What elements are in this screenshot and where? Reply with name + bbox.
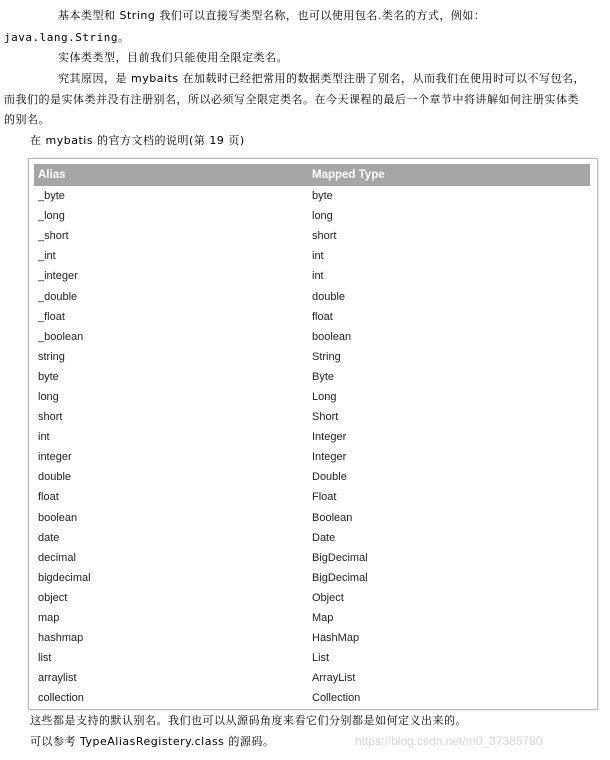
mapped-type-cell: List [312,652,330,665]
alias-cell: bigdecimal [38,571,91,584]
alias-cell: double [38,471,72,484]
alias-cell: collection [38,692,84,705]
mapped-type-cell: Byte [312,370,335,383]
table-row [34,528,590,548]
alias-cell: float [38,491,59,504]
footer-line-2: 可以参考 TypeAliasRegistery.class 的源码。 [30,735,275,748]
mapped-type-cell: byte [312,190,333,203]
mapped-type-cell: HashMap [312,632,360,645]
table-row [34,186,590,206]
table-row [34,447,590,467]
alias-cell: date [38,531,60,544]
mapped-type-cell: int [312,270,324,283]
alias-cell: arraylist [38,672,77,685]
watermark: https://blog.csdn.net/m0_37385780 [355,734,543,748]
table-row [34,548,590,568]
alias-cell: integer [38,451,72,464]
footer-line-1: 这些都是支持的默认别名。我们也可以从源码角度来看它们分别都是如何定义出来的。 [30,714,467,727]
alias-cell: int [38,431,50,444]
table-row [34,226,590,246]
table-row [34,508,590,528]
alias-cell: list [38,652,52,665]
table-row [34,286,590,306]
paragraph-3-line-3: 的别名。 [4,113,50,126]
alias-cell: _boolean [38,330,84,343]
alias-cell: long [38,390,59,403]
mapped-type-cell: Float [312,491,337,504]
paragraph-3-line-2: 而我们的是实体类并没有注册别名，所以必须写全限定类名。在今天课程的最后一个章节中将讲解如何注册实体类 [4,93,579,106]
mapped-type-cell: int [312,250,324,263]
table-row [34,347,590,367]
alias-cell: object [38,591,68,604]
mapped-type-cell: Double [312,471,347,484]
alias-table-frame [28,158,598,710]
header-alias: Alias [38,169,66,181]
alias-cell: _byte [38,190,65,203]
mapped-type-cell: boolean [312,330,352,343]
alias-cell: map [38,612,60,625]
table-row [34,568,590,588]
mapped-type-cell: float [312,310,333,323]
mapped-type-cell: Map [312,612,334,625]
alias-cell: hashmap [38,632,84,645]
alias-cell: _long [38,210,65,223]
alias-cell: short [38,411,63,424]
mapped-type-cell: BigDecimal [312,551,368,564]
table-row [34,427,590,447]
alias-cell: _float [38,310,65,323]
table-row [34,668,590,688]
mapped-type-cell: long [312,210,333,223]
table-row [34,307,590,327]
table-body [34,186,590,708]
table-row [34,407,590,427]
mapped-type-cell: BigDecimal [312,571,368,584]
table-row [34,588,590,608]
table-row [34,206,590,226]
mapped-type-cell: short [312,230,337,243]
mapped-type-cell: ArrayList [312,672,356,685]
table-row [34,628,590,648]
table-row [34,608,590,628]
mapped-type-cell: Short [312,411,339,424]
mapped-type-cell: Integer [312,431,347,444]
alias-cell: decimal [38,551,76,564]
alias-cell: _double [38,290,78,303]
table-row [34,327,590,347]
mapped-type-cell: Collection [312,692,361,705]
mapped-type-cell: Object [312,591,344,604]
mapped-type-cell: String [312,350,341,363]
paragraph-2: 实体类类型，目前我们只能使用全限定类名。 [58,51,288,64]
paragraph-1-line-1: 基本类型和 String 我们可以直接写类型名称，也可以使用包名.类名的方式，例如： [58,9,486,22]
header-mapped-type: Mapped Type [312,169,385,181]
table-row [34,387,590,407]
alias-table [34,164,590,705]
paragraph-3-line-1: 究其原因，是 mybaits 在加载时已经把常用的数据类型注册了别名，从而我们在使用时可以不写包名， [58,72,586,85]
alias-cell: _int [38,250,56,263]
alias-cell: _short [38,230,69,243]
mapped-type-cell: double [312,290,346,303]
alias-cell: boolean [38,511,78,524]
table-row [34,266,590,286]
table-header-row [34,164,590,186]
table-row [34,487,590,507]
paragraph-1-line-2: java.lang.String。 [4,31,130,44]
table-row [34,367,590,387]
mapped-type-cell: Date [312,531,336,544]
paragraph-4: 在 mybatis 的官方文档的说明(第 19 页) [30,134,245,147]
mapped-type-cell: Long [312,390,337,403]
alias-cell: _integer [38,270,78,283]
table-row [34,246,590,266]
table-row [34,688,590,708]
table-row [34,467,590,487]
table-row [34,648,590,668]
mapped-type-cell: Integer [312,451,347,464]
alias-cell: byte [38,370,59,383]
alias-cell: string [38,350,65,363]
mapped-type-cell: Boolean [312,511,353,524]
